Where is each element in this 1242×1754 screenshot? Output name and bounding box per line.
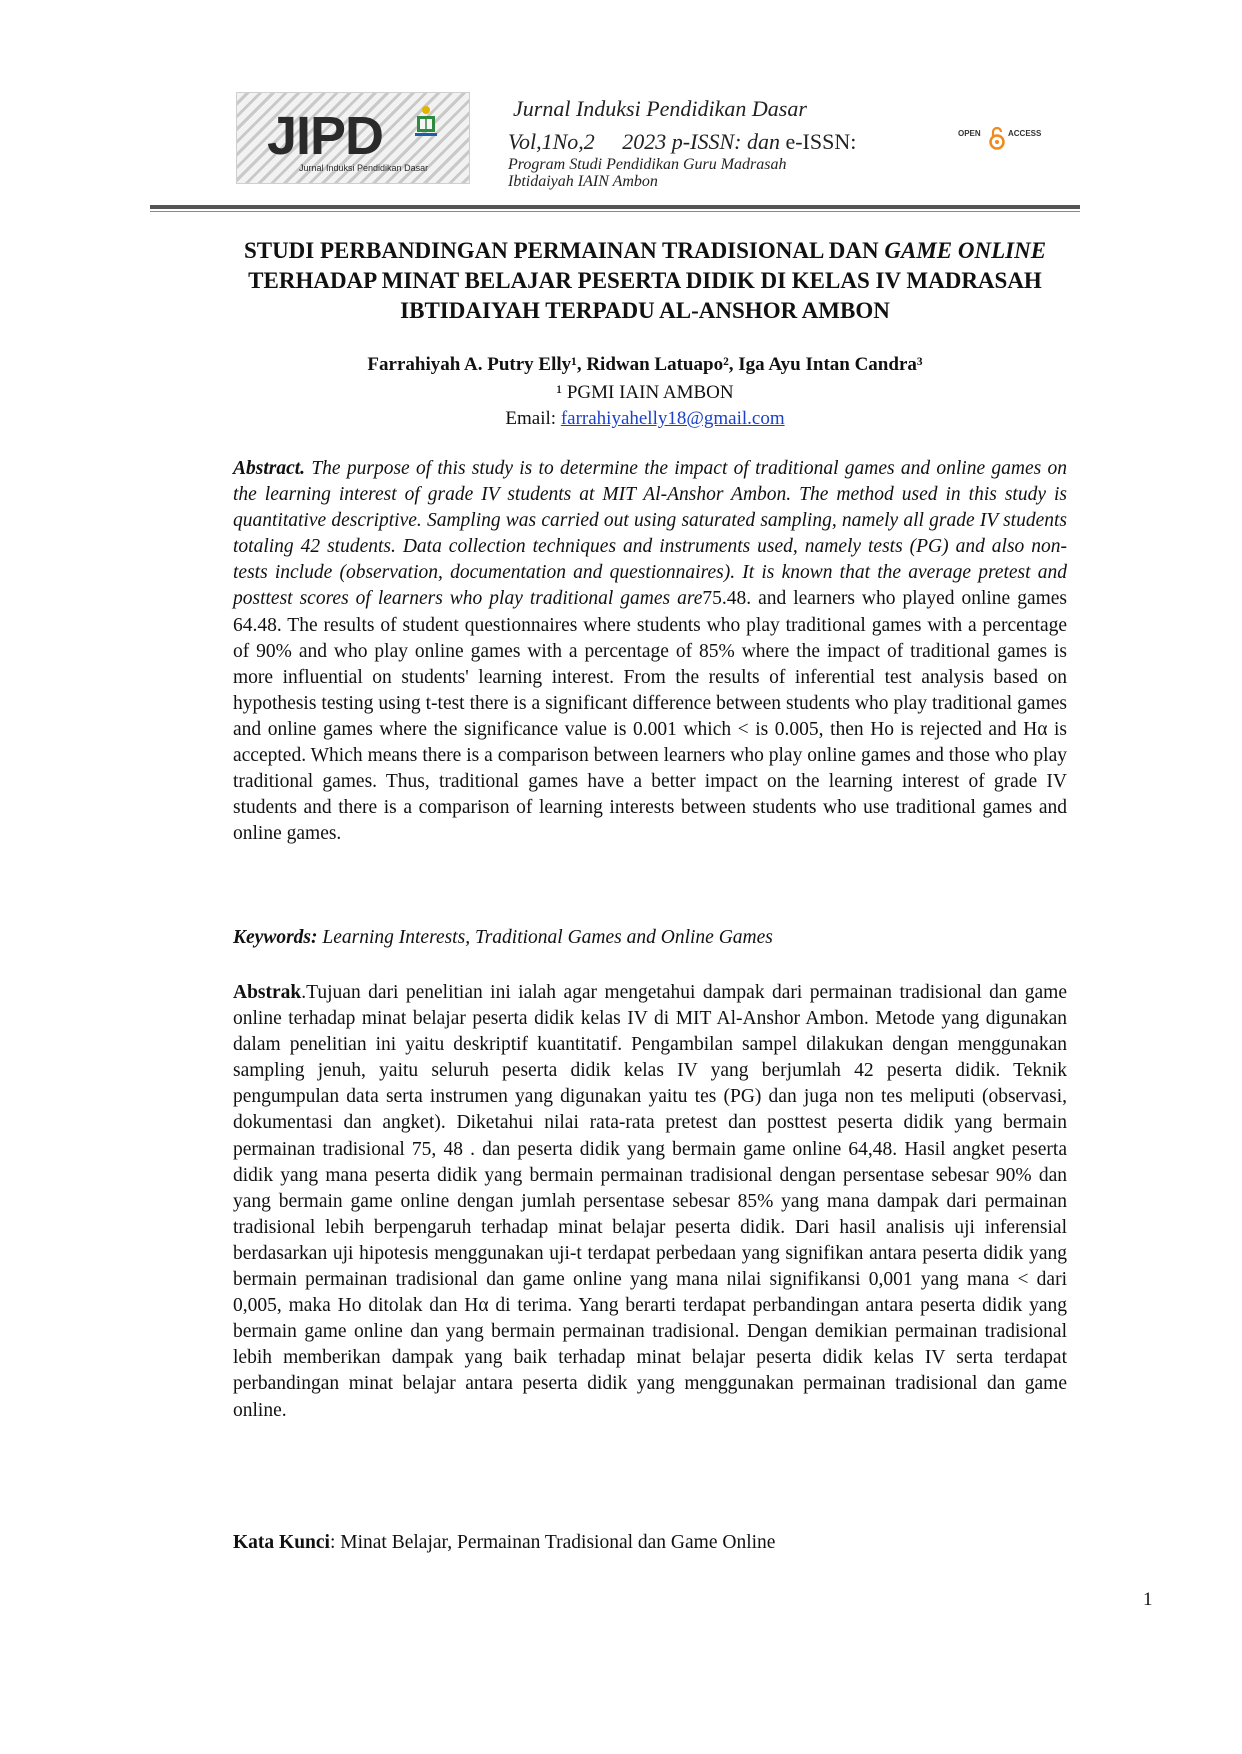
journal-header	[508, 96, 856, 190]
eissn-text: e-ISSN:	[779, 129, 857, 154]
header-rule	[150, 205, 1080, 209]
abstract-label: Abstract.	[233, 458, 306, 479]
book-icon	[412, 104, 440, 138]
open-lock-icon	[988, 126, 1006, 150]
program-line-1: Program Studi Pendidikan Guru Madrasah	[508, 156, 787, 173]
title-part-2: TERHADAP MINAT BELAJAR PESERTA DIDIK DI KELAS IV MADRASAH IBTIDAIYAH TERPADU AL-ANSHOR AMBON	[248, 268, 1042, 323]
abstract-regular-text: 75.48. and learners who played online games 64.48. The results of student questionnaires where students who play traditional games with a percentage of 90% and who play online games with a percentage of 85% where the impact of traditional games is more influential on students' learning interest. From the results of inferential test analysis based on hypothesis testing using t-test there is a significant difference between students who play traditional games and online games where the significance value is 0.001 which < is 0.005, then Ho is rejected and Hα is accepted. Which means there is a comparison between learners who play online games and those who play traditional games. Thus, traditional games have a better impact on the learning interest of grade IV students and there is a comparison of learning interests between students who use traditional games and online games.	[233, 588, 1068, 845]
open-access-right: ACCESS	[1008, 129, 1042, 138]
email-link[interactable]: farrahiyahelly18@gmail.com	[560, 408, 785, 429]
title-italic: GAME ONLINE	[884, 238, 1047, 263]
open-access-logo	[958, 126, 1054, 154]
keywords-indonesian	[233, 1530, 1067, 1556]
volume-text: Vol,1No,2 2023 p-ISSN: dan	[508, 129, 780, 154]
title-part-1: STUDI PERBANDINGAN PERMAINAN TRADISIONAL DAN	[243, 238, 885, 263]
kata-kunci-text: : Minat Belajar, Permainan Tradisional dan Game Online	[329, 1532, 776, 1553]
email-label: Email:	[505, 408, 561, 429]
page-number: 1	[1143, 1589, 1153, 1610]
logo-text: JIPD	[267, 106, 384, 166]
journal-volume	[508, 128, 856, 156]
abstrak-text: .Tujuan dari penelitian ini ialah agar mengetahui dampak dari permainan tradisional dan game online terhadap minat belajar peserta didik kelas IV di MIT Al-Anshor Ambon. Metode yang digunakan dalam penelitian ini yaitu deskriptif kuantitatif. Pengambilan sampel dilakukan dengan menggunakan sampling jenuh, yaitu seluruh peserta didik kelas IV yang berjumlah 42 peserta didik. Teknik pengumpulan data serta instrumen yang digunakan yaitu tes (PG) dan juga non tes meliputi (observasi, dokumentasi dan angket). Diketahui nilai rata-rata pretest dan posttest peserta didik yang bermain permainan tradisional 75, 48 . dan peserta didik yang bermain game online 64,48. Hasil angket peserta didik yang mana peserta didik yang bermain permainan tradisional dengan persentase sebesar 90% dan yang bermain game online dengan jumlah persentase sebesar 85% yang mana dampak dari permainan tradisional lebih berpengaruh terhadap minat belajar peserta didik. Dari hasil analisis uji inferensial berdasarkan uji hipotesis menggunakan uji-t terdapat perbedaan yang signifikan antara peserta didik yang bermain permainan tradisional dan game online yang mana nilai signifikansi 0,001 yang mana < dari 0,005, maka Ho ditolak dan Hα di terima. Yang berarti terdapat perbandingan antara peserta didik yang bermain game online dan yang bermain permainan tradisional. Dengan demikian permainan tradisional lebih memberikan dampak yang baik terhadap minat belajar peserta didik kelas IV serta terdapat perbandingan minat belajar antara peserta didik yang menggunakan permainan tradisional dan game online.	[233, 982, 1067, 1421]
journal-name: Jurnal Induksi Pendidikan Dasar	[513, 96, 807, 121]
keywords-label: Keywords:	[233, 927, 318, 948]
authors: Farrahiyah A. Putry Elly¹, Ridwan Latuapo², Iga Ayu Intan Candra³	[367, 354, 923, 375]
open-access-left: OPEN	[958, 129, 981, 138]
abstract-italic-text: The purpose of this study is to determine the impact of traditional games and online games on the learning interest of grade IV students at MIT Al-Anshor Ambon. The method used in this study is quantitative descriptive. Sampling was carried out using saturated sampling, namely all grade IV students totaling 42 students. Data collection techniques and instruments used, namely tests (PG) and also non-tests include (observation, documentation and questionnaires). It is known that the average pretest and posttest scores of learners who play traditional games are	[233, 458, 1067, 610]
affiliation: ¹ PGMI IAIN AMBON	[556, 382, 734, 403]
abstract-english	[233, 456, 1067, 847]
kata-kunci-label: Kata Kunci	[233, 1532, 330, 1553]
abstrak-label: Abstrak	[233, 982, 302, 1003]
program-line-2: Ibtidaiyah IAIN Ambon	[508, 173, 658, 190]
keywords-text: Learning Interests, Traditional Games and Online Games	[317, 927, 773, 948]
article-title	[220, 236, 1070, 326]
keywords-english	[233, 925, 1067, 951]
logo-subtext: Jurnal Induksi Pendidikan Dasar	[299, 163, 429, 173]
email-line	[220, 407, 1070, 431]
header-rule-thin	[150, 211, 1080, 212]
abstract-indonesian	[233, 980, 1067, 1424]
